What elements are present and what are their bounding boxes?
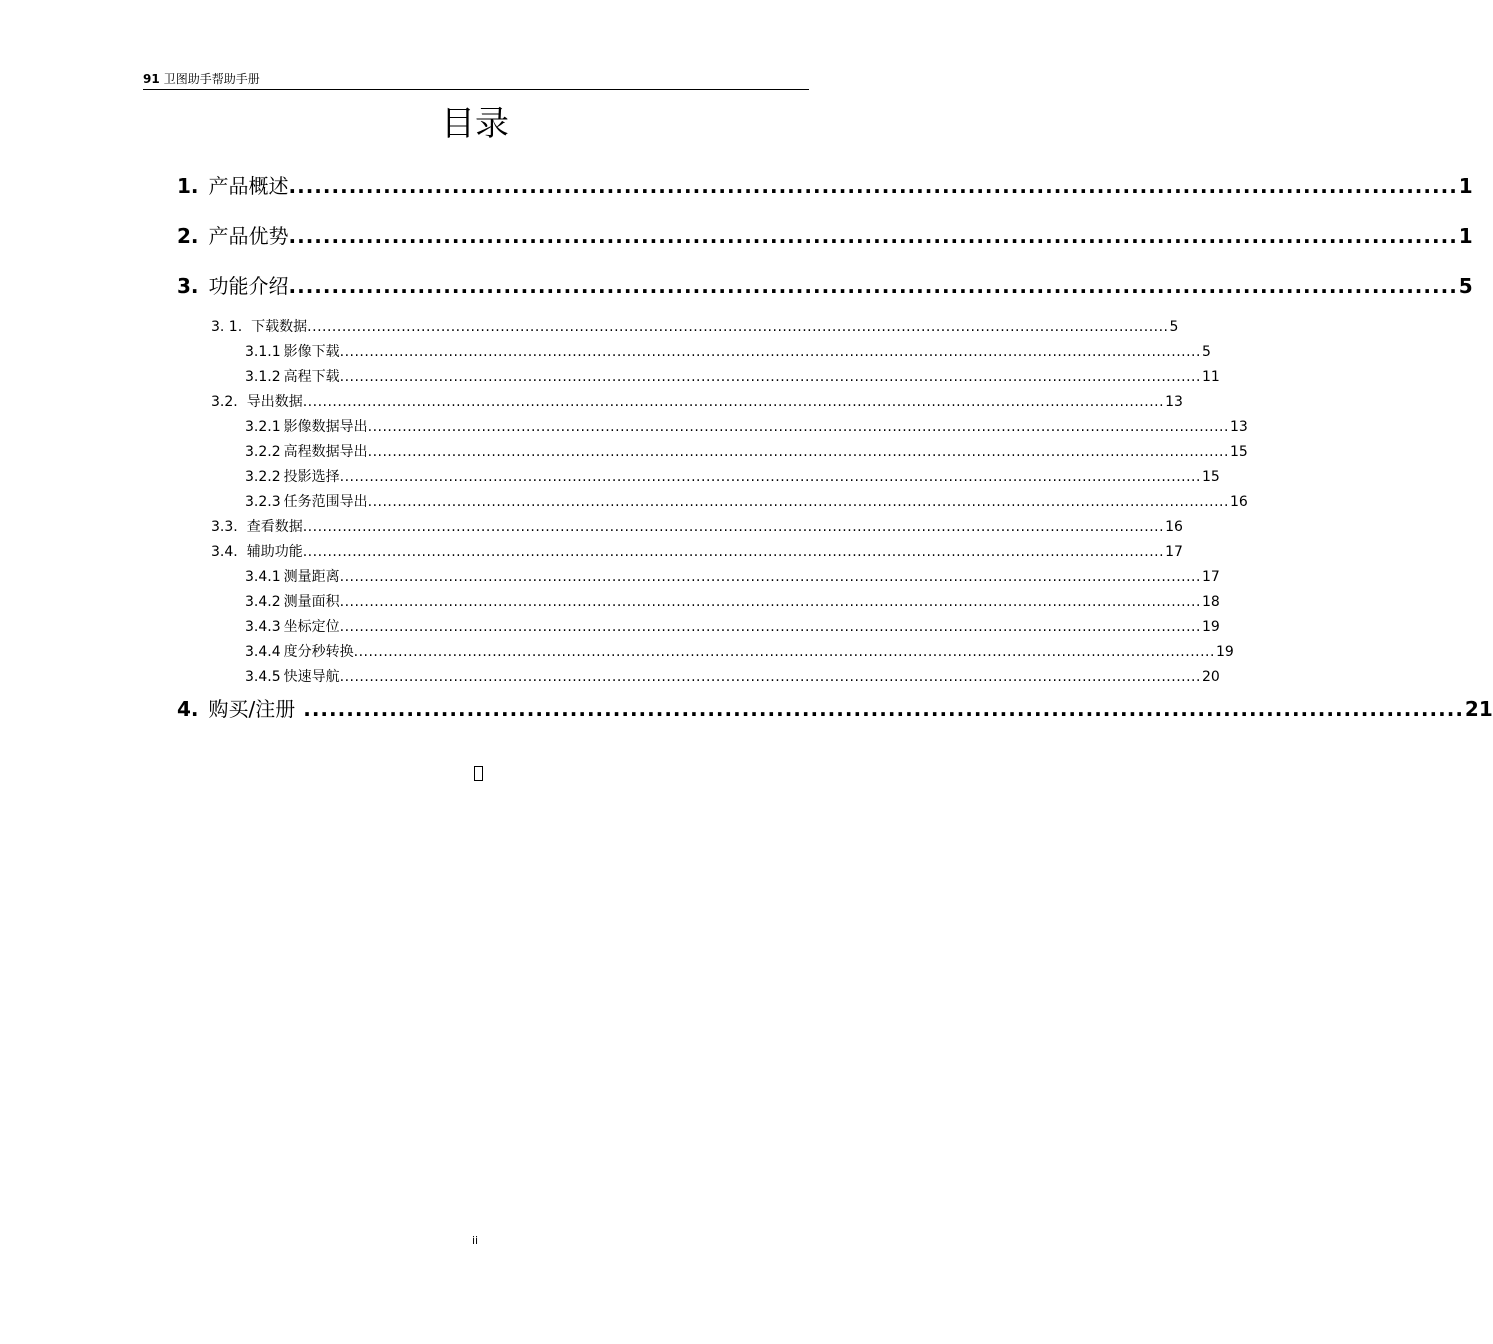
toc-entry-page: 18 (1201, 594, 1220, 610)
toc-entry-page: 19 (1215, 644, 1234, 660)
toc-entry-3-4-1[interactable] (245, 567, 1220, 587)
toc-leader-dots: .............................................................................................................................................................................. (367, 494, 1229, 510)
toc-entry-3[interactable] (177, 272, 1473, 300)
toc-entry-number: 3.1.1 (245, 344, 281, 360)
toc-entry-2[interactable] (177, 222, 1473, 250)
toc-entry-number: 3.4.3 (245, 619, 281, 635)
toc-entry-number: 4. (177, 697, 199, 721)
header-title: 卫图助手帮助手册 (163, 72, 260, 86)
toc-entry-number: 1. (177, 174, 199, 198)
toc-entry-3-2-2b[interactable] (245, 467, 1220, 487)
toc-entry-number: 3. 1. (211, 319, 243, 335)
toc-entry-label: 度分秒转换 (283, 644, 354, 660)
toc-entry-page: 16 (1165, 519, 1183, 535)
page-title: 目录 (441, 104, 509, 144)
toc-entry-3-2[interactable] (211, 392, 1183, 412)
toc-entry-page: 17 (1165, 544, 1183, 560)
toc-leader-dots: .............................................................................................................................................................................. (339, 569, 1201, 585)
toc-leader-dots: .............................................................................................................................................................................. (339, 369, 1201, 385)
toc-entry-label: 快速导航 (283, 669, 340, 685)
toc-leader-dots: ....................................................................................................................................... (295, 697, 1464, 721)
toc-leader-dots: .............................................................................................................................................................................. (339, 469, 1201, 485)
toc-entry-page: 5 (1458, 274, 1473, 298)
page-header (143, 70, 809, 90)
toc-leader-dots: .............................................................................................................................................................................. (367, 419, 1229, 435)
toc-entry-page: 5 (1169, 319, 1179, 335)
toc-entry-3-4-3[interactable] (245, 617, 1220, 637)
header-brand: 91 (143, 72, 160, 86)
toc-entry-label: 测量面积 (283, 594, 340, 610)
toc-entry-number: 3.2.2 (245, 444, 281, 460)
toc-entry-label: 测量距离 (283, 569, 340, 585)
toc-entry-number: 3.4.1 (245, 569, 281, 585)
toc-entry-number: 2. (177, 224, 199, 248)
toc-leader-dots: ........................................................................................................................................ (288, 274, 1458, 298)
toc-entry-label: 导出数据 (246, 394, 303, 410)
toc-entry-number: 3. (177, 274, 199, 298)
toc-leader-dots: .............................................................................................................................................................................. (353, 644, 1215, 660)
toc-entry-label: 投影选择 (283, 469, 340, 485)
toc-entry-page: 1 (1458, 174, 1473, 198)
missing-glyph-box (474, 766, 483, 781)
toc-entry-page: 1 (1458, 224, 1473, 248)
toc-leader-dots: .............................................................................................................................................................................. (339, 619, 1201, 635)
toc-entry-3-2-1[interactable] (245, 417, 1248, 437)
toc-entry-number: 3.1.2 (245, 369, 281, 385)
toc-entry-page: 20 (1201, 669, 1220, 685)
toc-leader-dots: .............................................................................................................................................................................. (302, 394, 1165, 410)
toc-entry-3-1[interactable] (211, 317, 1179, 337)
page-number: ii (471, 1234, 479, 1247)
toc-entry-3-4-2[interactable] (245, 592, 1220, 612)
toc-leader-dots: .............................................................................................................................................................................. (339, 594, 1201, 610)
toc-entry-3-1-2[interactable] (245, 367, 1220, 387)
toc-entry-label: 下载数据 (251, 319, 308, 335)
toc-entry-number: 3.4. (211, 544, 238, 560)
toc-leader-dots: ........................................................................................................................................ (288, 224, 1458, 248)
toc-leader-dots: .............................................................................................................................................................................. (339, 669, 1201, 685)
toc-entry-number: 3.3. (211, 519, 238, 535)
toc-leader-dots: .............................................................................................................................................................................. (307, 319, 1169, 335)
toc-entry-page: 17 (1201, 569, 1220, 585)
toc-entry-number: 3.4.5 (245, 669, 281, 685)
toc-entry-label: 产品优势 (208, 224, 289, 248)
toc-entry-label: 影像下载 (283, 344, 340, 360)
toc-entry-label: 坐标定位 (283, 619, 340, 635)
toc-entry-page: 13 (1229, 419, 1248, 435)
toc-entry-3-2-2[interactable] (245, 442, 1248, 462)
toc-entry-page: 11 (1201, 369, 1220, 385)
toc-entry-number: 3.4.4 (245, 644, 281, 660)
toc-entry-number: 3.2.2 (245, 469, 281, 485)
toc-entry-page: 19 (1201, 619, 1220, 635)
toc-entry-4[interactable] (177, 695, 1493, 723)
toc-leader-dots: .............................................................................................................................................................................. (339, 344, 1201, 360)
toc-entry-page: 5 (1201, 344, 1211, 360)
toc-leader-dots: ........................................................................................................................................ (288, 174, 1458, 198)
toc-entry-1[interactable] (177, 172, 1473, 200)
toc-entry-label: 影像数据导出 (283, 419, 368, 435)
toc-entry-number: 3.4.2 (245, 594, 281, 610)
toc-entry-3-1-1[interactable] (245, 342, 1211, 362)
toc-entry-number: 3.2.1 (245, 419, 281, 435)
toc-entry-page: 16 (1229, 494, 1248, 510)
toc-entry-label: 任务范围导出 (283, 494, 368, 510)
toc-entry-number: 3.2. (211, 394, 238, 410)
toc-entry-page: 15 (1201, 469, 1220, 485)
toc-entry-label: 查看数据 (246, 519, 303, 535)
toc-entry-label: 产品概述 (208, 174, 289, 198)
toc-leader-dots: .............................................................................................................................................................................. (302, 519, 1165, 535)
toc-entry-label: 功能介绍 (208, 274, 289, 298)
toc-entry-3-4[interactable] (211, 542, 1183, 562)
toc-leader-dots: .............................................................................................................................................................................. (367, 444, 1229, 460)
toc-entry-label: 购买/注册 (208, 697, 296, 721)
toc-entry-label: 高程下载 (283, 369, 340, 385)
toc-entry-page: 15 (1229, 444, 1248, 460)
toc-leader-dots: .............................................................................................................................................................................. (302, 544, 1165, 560)
toc-entry-3-4-4[interactable] (245, 642, 1234, 662)
toc-entry-3-2-3[interactable] (245, 492, 1248, 512)
toc-entry-number: 3.2.3 (245, 494, 281, 510)
toc-entry-3-4-5[interactable] (245, 667, 1220, 687)
toc-entry-label: 辅助功能 (246, 544, 303, 560)
toc-entry-3-3[interactable] (211, 517, 1183, 537)
toc-entry-label: 高程数据导出 (283, 444, 368, 460)
toc-entry-page: 21 (1464, 697, 1493, 721)
toc-entry-page: 13 (1165, 394, 1183, 410)
